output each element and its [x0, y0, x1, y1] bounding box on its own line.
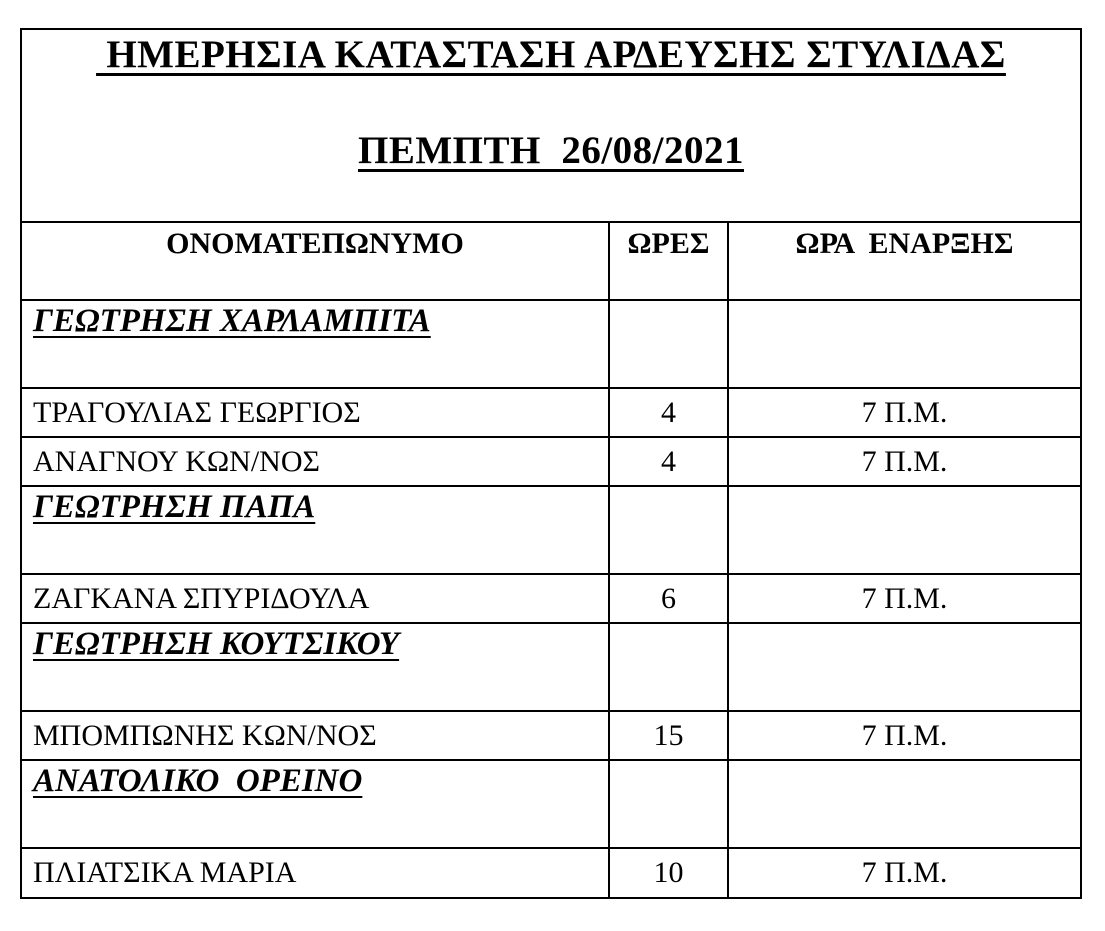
hours-cell: 10: [609, 848, 728, 897]
start-time-cell: 7 Π.Μ.: [728, 388, 1080, 437]
column-header-name: ΟΝΟΜΑΤΕΠΩΝΥΜΟ: [22, 223, 609, 300]
person-name-cell: ΠΛΙΑΤΣΙΚΑ ΜΑΡΙΑ: [22, 848, 609, 897]
section-row: [22, 300, 1080, 388]
hours-cell: 6: [609, 574, 728, 623]
start-time-cell: 7 Π.Μ.: [728, 437, 1080, 486]
table-row: [22, 388, 1080, 437]
table-row: [22, 574, 1080, 623]
section-title: ΓΕΩΤΡΗΣΗ ΧΑΡΛΑΜΠΙΤΑ: [22, 300, 609, 388]
column-header-start-time: ΩΡΑ ΕΝΑΡΞΗΣ: [728, 223, 1080, 300]
start-time-cell: 7 Π.Μ.: [728, 711, 1080, 760]
empty-cell: [728, 486, 1080, 574]
person-name-cell: ΑΝΑΓΝΟΥ ΚΩΝ/ΝΟΣ: [22, 437, 609, 486]
empty-cell: [609, 760, 728, 848]
hours-cell: 15: [609, 711, 728, 760]
title-block: [22, 30, 1080, 223]
empty-cell: [728, 623, 1080, 711]
section-row: [22, 760, 1080, 848]
empty-cell: [728, 300, 1080, 388]
empty-cell: [609, 486, 728, 574]
empty-cell: [728, 760, 1080, 848]
person-name-cell: ΖΑΓΚΑΝΑ ΣΠΥΡΙΔΟΥΛΑ: [22, 574, 609, 623]
column-header-hours: ΩΡΕΣ: [609, 223, 728, 300]
section-title: ΓΕΩΤΡΗΣΗ ΚΟΥΤΣΙΚΟΥ: [22, 623, 609, 711]
table-row: [22, 437, 1080, 486]
section-row: [22, 486, 1080, 574]
empty-cell: [609, 623, 728, 711]
document-date: ΠΕΜΠΤΗ 26/08/2021: [357, 129, 744, 172]
start-time-cell: 7 Π.Μ.: [728, 848, 1080, 897]
hours-cell: 4: [609, 388, 728, 437]
table-row: [22, 848, 1080, 897]
section-title: ΑΝΑΤΟΛΙΚΟ ΟΡΕΙΝΟ: [22, 760, 609, 848]
start-time-cell: 7 Π.Μ.: [728, 574, 1080, 623]
empty-cell: [609, 300, 728, 388]
person-name-cell: ΤΡΑΓΟΥΛΙΑΣ ΓΕΩΡΓΙΟΣ: [22, 388, 609, 437]
section-title: ΓΕΩΤΡΗΣΗ ΠΑΠΑ: [22, 486, 609, 574]
person-name-cell: ΜΠΟΜΠΩΝΗΣ ΚΩΝ/ΝΟΣ: [22, 711, 609, 760]
section-row: [22, 623, 1080, 711]
irrigation-schedule-document: [20, 28, 1082, 899]
table-header-row: [22, 223, 1080, 300]
document-title: ΗΜΕΡΗΣΙΑ ΚΑΤΑΣΤΑΣΗ ΑΡΔΕΥΣΗΣ ΣΤΥΛΙΔΑΣ: [96, 33, 1006, 76]
schedule-table: [22, 223, 1080, 897]
hours-cell: 4: [609, 437, 728, 486]
table-row: [22, 711, 1080, 760]
